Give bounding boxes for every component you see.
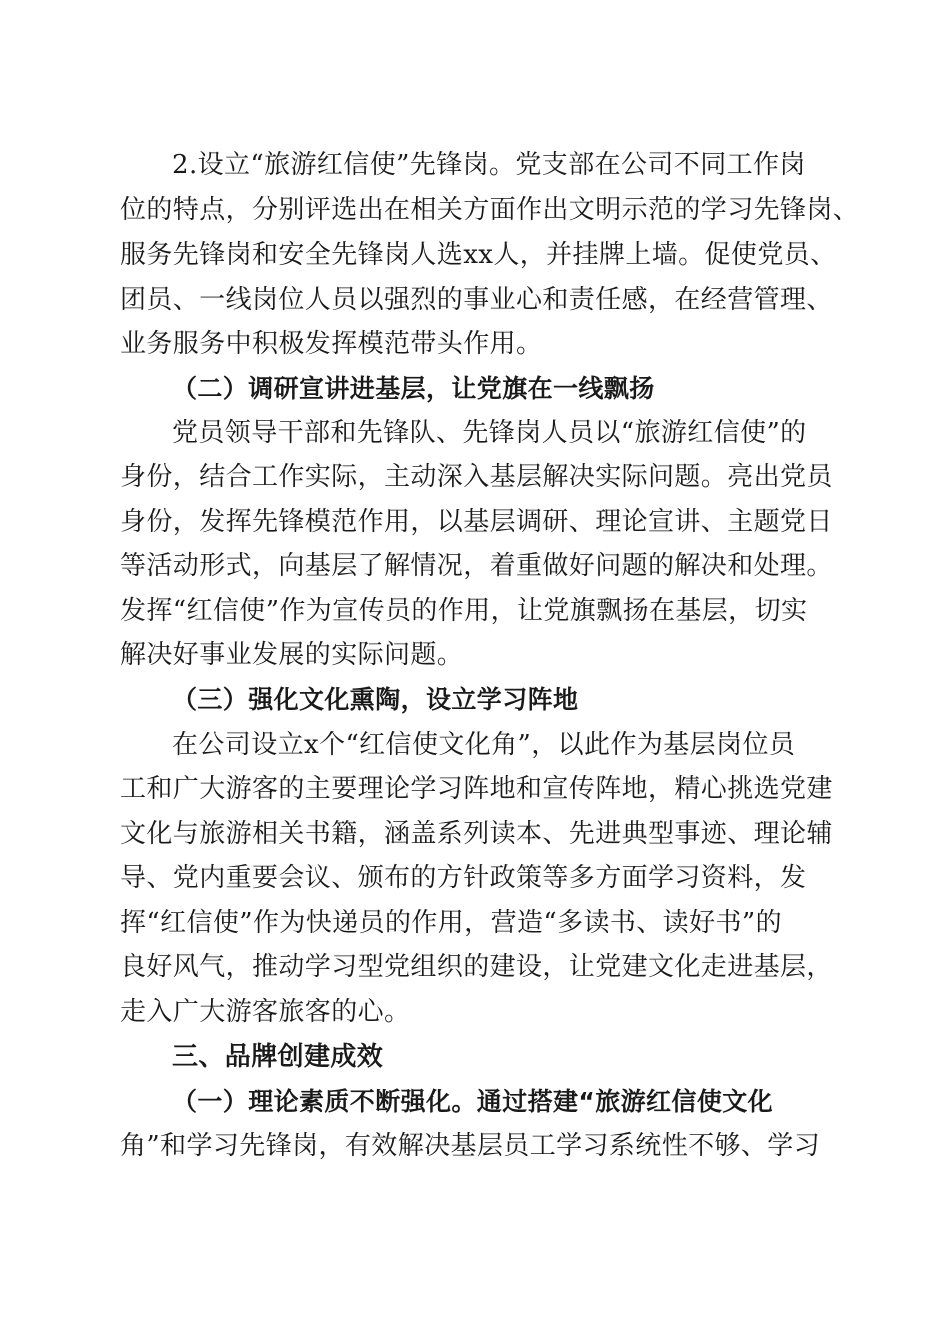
paragraph-line: 走入广大游客旅客的心。 <box>120 997 411 1027</box>
paragraph-line: 服务先锋岗和安全先锋岗人选xx人，并挂牌上墙。促使党员、 <box>120 240 837 270</box>
paragraph-line: 身份，结合工作实际，主动深入基层解决实际问题。亮出党员 <box>120 462 833 492</box>
section-subheading: （三）强化文化熏陶，设立学习阵地 <box>172 685 579 714</box>
paragraph-line: 党员领导干部和先锋队、先锋岗人员以“旅游红信使”的 <box>172 418 807 448</box>
paragraph-line: 位的特点，分别评选出在相关方面作出文明示范的学习先锋岗、 <box>120 195 860 225</box>
paragraph-line: 角”和学习先锋岗，有效解决基层员工学习系统性不够、学习 <box>120 1131 821 1161</box>
paragraph-line: 业务服务中积极发挥模范带头作用。 <box>120 329 543 359</box>
paragraph-line: 等活动形式，向基层了解情况，着重做好问题的解决和处理。 <box>120 551 833 581</box>
paragraph-line: 文化与旅游相关书籍，涵盖系列读本、先进典型事迹、理论辅 <box>120 819 833 849</box>
paragraph-line: 工和广大游客的主要理论学习阵地和宣传阵地，精心挑选党建 <box>120 774 833 804</box>
section-heading: 三、品牌创建成效 <box>172 1042 384 1072</box>
paragraph-line: 良好风气，推动学习型党组织的建设，让党建文化走进基层， <box>120 952 833 982</box>
paragraph-line: 2.设立“旅游红信使”先锋岗。党支部在公司不同工作岗 <box>172 150 806 180</box>
paragraph-line: （一）理论素质不断强化。通过搭建“旅游红信使文化 <box>172 1087 774 1116</box>
paragraph-line: 解决好事业发展的实际问题。 <box>120 640 464 670</box>
paragraph-line: 挥“红信使”作为快递员的作用，营造“多读书、读好书”的 <box>120 908 782 938</box>
paragraph-line: 身份，发挥先锋模范作用，以基层调研、理论宣讲、主题党日 <box>120 507 833 537</box>
section-subheading: （二）调研宣讲进基层，让党旗在一线飘扬 <box>172 374 655 403</box>
paragraph-line: 在公司设立x个“红信使文化角”，以此作为基层岗位员 <box>172 730 796 760</box>
paragraph-line: 团员、一线岗位人员以强烈的事业心和责任感，在经营管理、 <box>120 285 833 315</box>
paragraph-line: 导、党内重要会议、颁布的方针政策等多方面学习资料，发 <box>120 863 807 893</box>
paragraph-line: 发挥“红信使”作为宣传员的作用，让党旗飘扬在基层，切实 <box>120 596 808 626</box>
